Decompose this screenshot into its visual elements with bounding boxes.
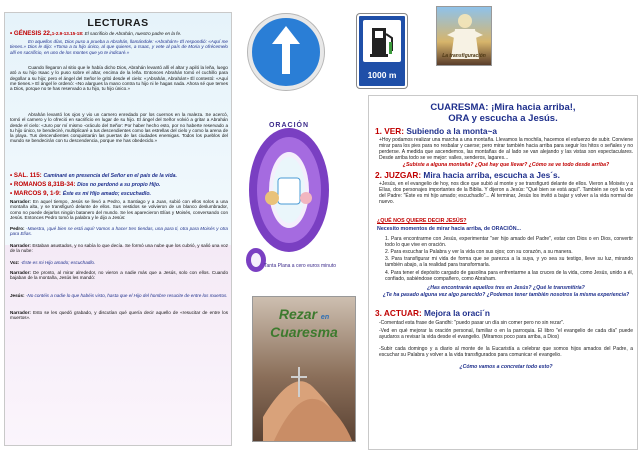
salmo-line: • SAL. 115: Caminaré en presencia del Señor en el país de la vida. bbox=[10, 172, 177, 179]
lecturas-panel bbox=[4, 12, 232, 446]
section-juzgar-text: +Jesús, en el evangelio de hoy, nos dice que subió al monte y se transfiguró delante de ellos. Vieron a Moisés y a Elías, dos personajes importantes de la Biblia. Y dijeron a Jesús: "Qué bien se está aquí". También se oyó la voz del Padre: "Éste es mi hijo amado; escuchadlo"... Al terminar, Jesús los invitó a bajar y volver a la vida normal de nuevo. bbox=[379, 181, 633, 205]
genesis-heading: • GÉNESIS 22,1-2.9-13.15-18: El sacrificio de Abrahán, nuestro padre en la fe. bbox=[10, 30, 182, 37]
voz-line: Voz: -Éste es mi Hijo amado; escuchadlo. bbox=[10, 260, 96, 265]
genesis-paragraph-2: Cuando llegaron al sitio que le había dicho Dios, Abrahán levantó allí el altar y apiló la leña, luego ató a su hijo Isaac y lo puso sobre el altar, encima de la leña. Entonces Abrahán tomó el cuchillo para degollar a su hijo; pero el ángel del Señor le gritó desde el cielo: «¡Abrahán, Abrahán!» Él contestó: «Aquí me tienes.» El ángel le ordenó: «No alargues la mano contra tu hijo ni le hagas nada. Ahora sé que temes a Dios, porque no te has reservado a tu hijo, tu hijo único.» bbox=[10, 65, 228, 92]
marcos-line: • MARCOS 9, 1-9: Éste es mi Hijo amado; escuchadlo. bbox=[10, 190, 151, 197]
transfiguration-image bbox=[436, 6, 492, 66]
letter-o-icon bbox=[242, 118, 336, 274]
section-actuar-text-3: -Subir cada domingo y a diario al monte de la Eucaristía a celebrar que somos hijos amados del Padre, a escuchar su Palabra y volver a la vida transfigurados para comunicar el evangelio. bbox=[379, 346, 633, 358]
lecturas-title: LECTURAS bbox=[87, 17, 149, 29]
cuaresma-heading: CUARESMA: ¡Mira hacia arriba!, ORA y escucha a Jesús. bbox=[430, 102, 576, 124]
section-ver-question: ¿Subiste a alguna montaña? ¿Qué hay que llevar? ¿Cómo se ve todo desde arriba? bbox=[402, 162, 610, 168]
rezar-title: Rezar en Cuaresma bbox=[270, 306, 338, 340]
narrador-4: Narrador: Esto se les quedó grabado, y discutían qué quería decir aquello de «resucitar de entre los muertos». bbox=[10, 310, 228, 321]
rezar-en-cuaresma-image bbox=[252, 296, 356, 442]
section-actuar-text-1: -Comentad esta frase de Gandhi: "puedo pasar un día sin comer pero no sin rezar". bbox=[379, 320, 565, 326]
section-ver-heading: 1. VER: Subiendo a la monta~a bbox=[375, 126, 497, 136]
gas-station-sign-panel bbox=[363, 20, 401, 62]
section-actuar-heading: 3. ACTUAR: Mejora la oraci´n bbox=[375, 308, 490, 318]
reflection-question-2: ¿Te ha pasado alguna vez algo parecido? ¿Podemos tener también nosotros la misma experiencia? bbox=[382, 292, 630, 298]
cuaresma-panel bbox=[368, 95, 638, 450]
section-actuar-question: ¿Cómo vamos a concretar todo esto? bbox=[459, 364, 553, 370]
praying-hands-icon bbox=[253, 297, 356, 442]
jesus-line: Jesús: -No contéis a nadie lo que habéis visto, hasta que el Hijo del hombre resucite de entre los muertos. bbox=[10, 293, 228, 298]
section-actuar-text-2: -Ved en qué mejorar la oración personal, familiar o en la parroquia. El libro "el evangelio de cada día" puede ayudaros a revisar la vida desde el evangelio. (Miramos poco para arriba, a Dios) bbox=[379, 328, 633, 340]
arrow-up-sign-icon bbox=[248, 14, 324, 90]
gas-station-sign bbox=[357, 14, 407, 88]
narrador-3: Narrador: De pronto, al mirar alrededor, no vieron a nadie más que a Jesús, solo con ellos. Cuando bajaban de la montaña, Jesús les mandó: bbox=[10, 270, 228, 281]
genesis-paragraph-1: En aquellos días, Dios puso a prueba a Abrahán, llamándole: «Abrahán!» Él respondió: «Aquí me tienes.» Dios le dijo: «Toma a tu hijo único, al que quieres, a Isaac, y vete al país de Moria y ofrécemelo allí en sacrificio, en uno de los montes que yo te indicaré.» bbox=[10, 39, 228, 55]
reason-4: 4. Para tener el depósito cargado de gasolina para enfrentarme a las cruces de la vida, como Jesús, unido a él, confiado, sabiéndose compañero, como Abraham. bbox=[385, 270, 633, 282]
oracion-footer: Tanta Plana a cero euros minuto bbox=[264, 263, 336, 269]
romanos-line: • ROMANOS 8,31B-34: Dios no perdonó a su propio Hijo. bbox=[10, 181, 161, 188]
reason-2: 2. Para escuchar la Palabra y ver la vida con sus ojos; con su corazón, a su manera. bbox=[385, 249, 573, 255]
oracion-graphic bbox=[242, 118, 336, 274]
narrador-1: Narrador: En aquel tiempo, Jesús se llevó a Pedro, a Santiago y a Juan, subió con ellos solos a una montaña alta, y se transfiguró delante de ellos. Sus vestidos se volvieron de un blanco deslumbrador, como no puede dejarlos ningún batanero del mundo. Se les aparecieron Elías y Moisés, conversando con Jesús. Entonces Pedro tomó la palabra y le dijo a Jesús: bbox=[10, 199, 228, 220]
genesis-paragraph-3: Abrahán levantó los ojos y vio un carnero enredado por los cuernos en la maleza. Se acercó, tomó el carnero y lo ofreció en sacrificio en lugar de su hijo. El ángel del Señor volvió a gritar a Abrahán desde el cielo: «Juro por mí mismo -oráculo del Señor: Por haber hecho esto, por no haberte reservado a tu hijo único, te bendeciré, multiplicaré a tus descendientes como las estrellas del cielo y como la arena de la playa. Tus descendientes conquistarán las puertas de las ciudades enemigas. Todos los pueblos del mundo se bendecirán con tu descendencia, porque me has obedecido.» bbox=[10, 112, 228, 144]
narrador-2: Narrador: Estaban asustados, y no sabía lo que decía. Se formó una nube que los cubrió, y salió una voz de la nube: bbox=[10, 243, 229, 254]
pedro-line: Pedro: -Maestra, ¡qué bien se está aquí! Vamos a hacer tres tiendas, una para ti, otra para Moisés y otra para Elías. bbox=[10, 226, 228, 237]
reason-3: 3. Para transfigurar mi vida de forma que se parezca a la suya, y yo sea su testigo, lleve su luz, mirando también abajo, a la realidad para transformarla. bbox=[385, 256, 633, 268]
section-juzgar-heading: 2. JUZGAR: Mira hacia arriba, escucha a Jes´s. bbox=[375, 170, 560, 180]
question-subheading: Necesito momentos de mirar hacia arriba, de ORACIÓN... bbox=[377, 226, 521, 232]
section-ver-text: +Hoy podamos realizar una marcha a una montaña. Llevamos la mochila, hacemos el esfuerzo de subir. Conviene mirar para los pies para no resbalar y caerse; pero mirar también hacia arriba para seguir los hitos o señales y no perderse. A medida que ascendemos, las montañas de al lado se van alejando y las vistas son espectaculares. Desde arriba todo se ve mejor: valles, senderos, lagares... bbox=[379, 137, 633, 161]
reflection-question-1: ¿Has encontrarán aquellos tres en Jesús? ¿Qué le transmitiría? bbox=[427, 285, 585, 291]
distance-label: 1000 m bbox=[367, 70, 397, 80]
fuel-pump-icon bbox=[363, 20, 401, 62]
reason-1: 1. Para encontrarme con Jesús, experimentar "ser hijo amado del Padre", estar con Dios o en Dios, convertir todo lo que vive en oración. bbox=[385, 236, 633, 248]
arrow-up-icon bbox=[252, 18, 320, 86]
transfiguration-caption: La transfiguración bbox=[442, 53, 486, 59]
oracion-title: ORACIÓN bbox=[268, 122, 310, 129]
question-heading: ¿QUÉ NOS QUIERE DECIR JESÚS? bbox=[377, 218, 467, 224]
